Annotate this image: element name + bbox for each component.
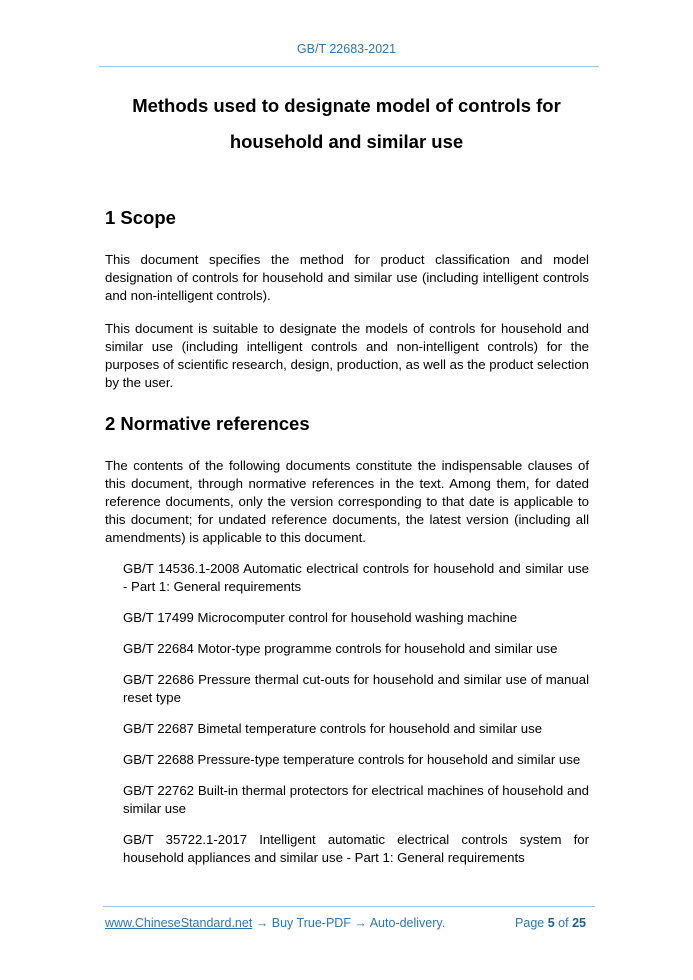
- website-link[interactable]: www.ChineseStandard.net: [105, 916, 253, 930]
- footer-promo: [105, 916, 445, 930]
- promo-text: → Buy True-PDF → Auto-delivery.: [252, 916, 446, 930]
- reference-item: GB/T 22686 Pressure thermal cut-outs for household and similar use of manual reset type: [123, 672, 589, 705]
- document-title: [80, 88, 613, 160]
- section-normative-references: [105, 413, 589, 435]
- reference-item: GB/T 22687 Bimetal temperature controls for household and similar use: [123, 721, 543, 736]
- title-line-1: Methods used to designate model of controls for: [132, 95, 561, 116]
- page-indicator: [515, 916, 586, 930]
- page-total: 25: [572, 916, 586, 930]
- section-scope: [105, 207, 589, 229]
- reference-item: GB/T 22762 Built-in thermal protectors for electrical machines of household and similar use: [123, 783, 589, 816]
- paragraph: The contents of the following documents constitute the indispensable clauses of this document, through normative references in the text. Among them, for dated reference documents, only the version corresponding to that date is applicable to this document; for undated reference documents, the latest version (including all amendments) is applicable to this document.: [105, 458, 589, 545]
- reference-item: GB/T 22684 Motor-type programme controls for household and similar use: [123, 641, 558, 656]
- reference-item: GB/T 22688 Pressure-type temperature controls for household and similar use: [123, 752, 581, 767]
- title-line-2: household and similar use: [229, 131, 464, 152]
- footer: [105, 916, 586, 930]
- normative-intro-paragraph: [105, 457, 589, 547]
- paragraph: This document specifies the method for product classification and model designation of controls for household and similar use (including intelligent controls and non-intelligent controls).: [105, 252, 589, 303]
- header-document-code: GB/T 22683-2021: [296, 42, 397, 56]
- reference-list: [123, 560, 589, 880]
- page-of: of: [558, 916, 569, 930]
- reference-item: GB/T 14536.1-2008 Automatic electrical controls for household and similar use - Part 1: General requirements: [123, 561, 589, 594]
- page-label: Page: [515, 916, 545, 930]
- paragraph: This document is suitable to designate the models of controls for household and similar use (including intelligent controls and non-intelligent controls) for the purposes of scientific research, design, production, as well as the product selection by the user.: [105, 321, 589, 390]
- section-heading: 2 Normative references: [105, 413, 310, 434]
- scope-paragraph-2: [105, 320, 589, 392]
- page-current: 5: [547, 916, 555, 930]
- reference-item: GB/T 17499 Microcomputer control for household washing machine: [123, 610, 518, 625]
- reference-item: GB/T 35722.1-2017 Intelligent automatic electrical controls system for household appliances and similar use - Part 1: General requirements: [123, 832, 589, 865]
- section-heading: 1 Scope: [105, 207, 176, 228]
- footer-divider: [103, 906, 595, 907]
- scope-paragraph-1: [105, 251, 589, 305]
- header-divider: [99, 66, 599, 67]
